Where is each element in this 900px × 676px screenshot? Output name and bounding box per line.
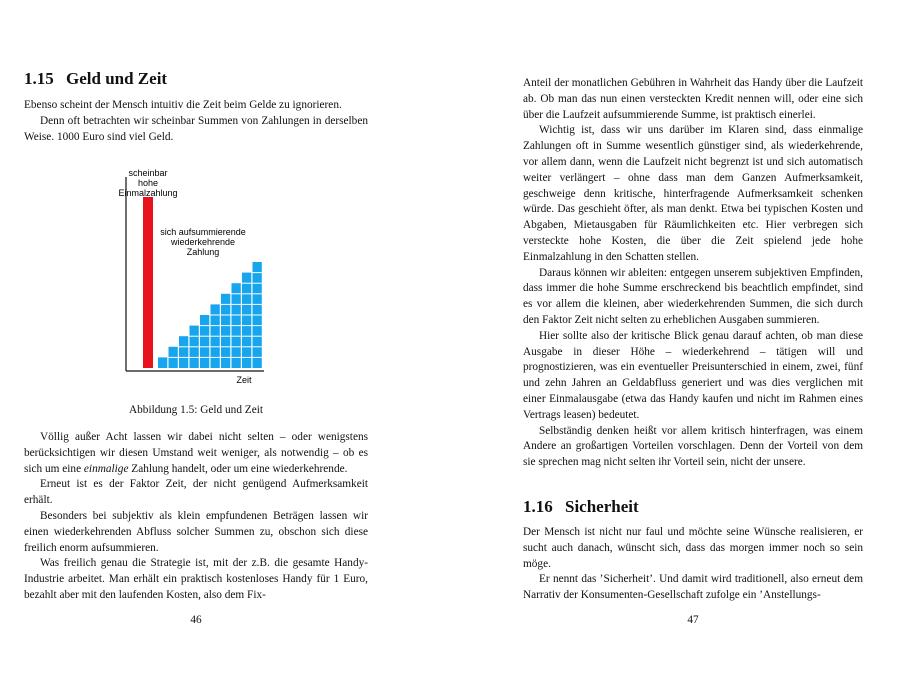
single-label-line-2: hohe (137, 178, 159, 188)
recurring-payment-column (242, 273, 251, 368)
left-page (24, 0, 368, 676)
emphasis: einmalige (83, 462, 129, 475)
payment-diagram (118, 157, 269, 385)
paragraph (24, 430, 368, 477)
section-title: Geld und Zeit (66, 69, 168, 88)
paragraph: Besonders bei subjektiv als klein empfundenen Beträgen lassen wir einen wiederkehrenden Abfluss solcher Summen zu, obschon sich diese freilich enorm aufsummieren. (24, 509, 368, 554)
right-page (523, 0, 863, 676)
recurring-payment-bars (158, 262, 262, 368)
section-number: 1.15 (24, 69, 54, 88)
left-top-text (24, 98, 368, 145)
paragraph: Erneut ist es der Faktor Zeit, der nicht genügend Aufmerksamkeit erhält. (24, 478, 368, 507)
figure-geld-und-zeit (118, 157, 269, 385)
recurring-payment-column (179, 336, 188, 368)
text-run: Zahlung handelt, oder um eine wiederkehrende. (128, 462, 348, 475)
paragraph: Denn oft betrachten wir scheinbar Summen von Zahlungen in derselben Weise. 1000 Euro sind viel Geld. (24, 114, 368, 143)
paragraph: Der Mensch ist nicht nur faul und möchte seine Wünsche realisieren, er sucht auch danach, wünscht sich, dass das morgen immer noch so sein möge. (523, 526, 863, 570)
single-label-line-3: Einmalzahlung (118, 188, 178, 198)
single-payment-bar (143, 197, 153, 368)
paragraph: Was freilich genau die Strategie ist, mit der z.B. die gesamte Handy-Industrie arbeitet. Man erhält ein praktisch kostenloses Handy für 1 Euro, bezahlt aber mit den laufenden Kosten, also dem Fix- (24, 557, 368, 601)
x-axis-label: Zeit (236, 375, 252, 385)
recurring-payment-column (200, 315, 209, 368)
recurring-payment-column (221, 294, 230, 368)
right-bottom-text (523, 525, 863, 604)
figure-caption: Abbildung 1.5: Geld und Zeit (129, 404, 263, 416)
page-number: 46 (190, 614, 202, 626)
recurring-label-line-1: sich aufsummierende (160, 227, 246, 237)
page-number: 47 (687, 614, 699, 626)
paragraph: Anteil der monatlichen Gebühren in Wahrheit das Handy über die Laufzeit ab. Ob man das nun einen versteckten Kredit nennen will, oder eine sich über die Laufzeit aufsummierende Summe, ist praktisch einerlei. (523, 77, 863, 121)
text-run: Völlig außer Acht lassen wir dabei nicht selten – oder wenigstens berücksichtigen wir diesen Umstand weit weniger, als notwendig – ob es sich um eine (24, 431, 368, 475)
single-label-line-1: scheinbar (128, 168, 168, 178)
recurring-label-line-3: Zahlung (186, 247, 220, 257)
right-top-text (523, 76, 863, 471)
paragraph: Daraus können wir ableiten: entgegen unserem subjektiven Empfinden, dass immer die hohe Summe erschreckend bis beachtlich empfindet, sind es vor allem die kleinen, aber wiederkehrenden Summen, die sich durch den Faktor Zeit nicht selten zu erheblichen Ausgaben summieren. (523, 266, 863, 326)
paragraph: Wichtig ist, dass wir uns darüber im Klaren sind, dass einmalige Zahlungen oft in Summe wesentlich günstiger sind, als wiederkehrende, vor allem dann, wenn die Laufzeit nicht begrenzt ist und sich automatisch weiter verlängert – ohne dass man dem Ganzen Aufmerksamkeit, geschweige denn kritische, hinterfragende Aufmerksamkeit schenken würde. Das geschieht öfter, als man denkt. Etwa bei typischen Kosten und Abgaben, Mietausgaben für Räumlichkeiten etc. Hier verbregen sich versteckte hohe Kosten, die über die Zeit spielend jede hohe Einmalzahlung in den Schatten stellen. (523, 124, 863, 263)
section-title: Sicherheit (565, 497, 639, 516)
paragraph: Er nennt das ’Sicherheit’. Und damit wird traditionell, also erneut dem Narrativ der Konsumenten-Gesellschaft zufolge ein ’Anstellungs- (523, 573, 863, 602)
recurring-label-line-2: wiederkehrende (170, 237, 236, 247)
recurring-payment-column (158, 357, 167, 368)
paragraph: Selbständig denken heißt vor allem kritisch hinterfragen, was einem Andere an großartigen Vorteilen vorschlagen. Denn der Vorteil von dem sie sprechen mag nicht selten ihr Vorteil sein, nicht der unsere. (523, 424, 863, 469)
paragraph: Ebenso scheint der Mensch intuitiv die Zeit beim Gelde zu ignorieren. (24, 99, 342, 111)
left-bottom-text (24, 430, 368, 604)
paragraph: Hier sollte also der kritische Blick genau darauf achten, ob man diese Ausgabe in dieser Höhe – wiederkehrend – tätigen will und prognostizieren, was ein eventueller Preisunterschied in einem, zwei, fünf und zehn Jahren an Geldabfluss generiert und was dies verglichen mit einer Einmalausgabe (etwa das Handy kaufen und nicht im Rahmen eines Vertrags leasen) bedeutet. (523, 329, 863, 421)
section-number: 1.16 (523, 497, 553, 516)
section-heading-geld-und-zeit (24, 70, 167, 87)
section-heading-sicherheit (523, 498, 639, 515)
